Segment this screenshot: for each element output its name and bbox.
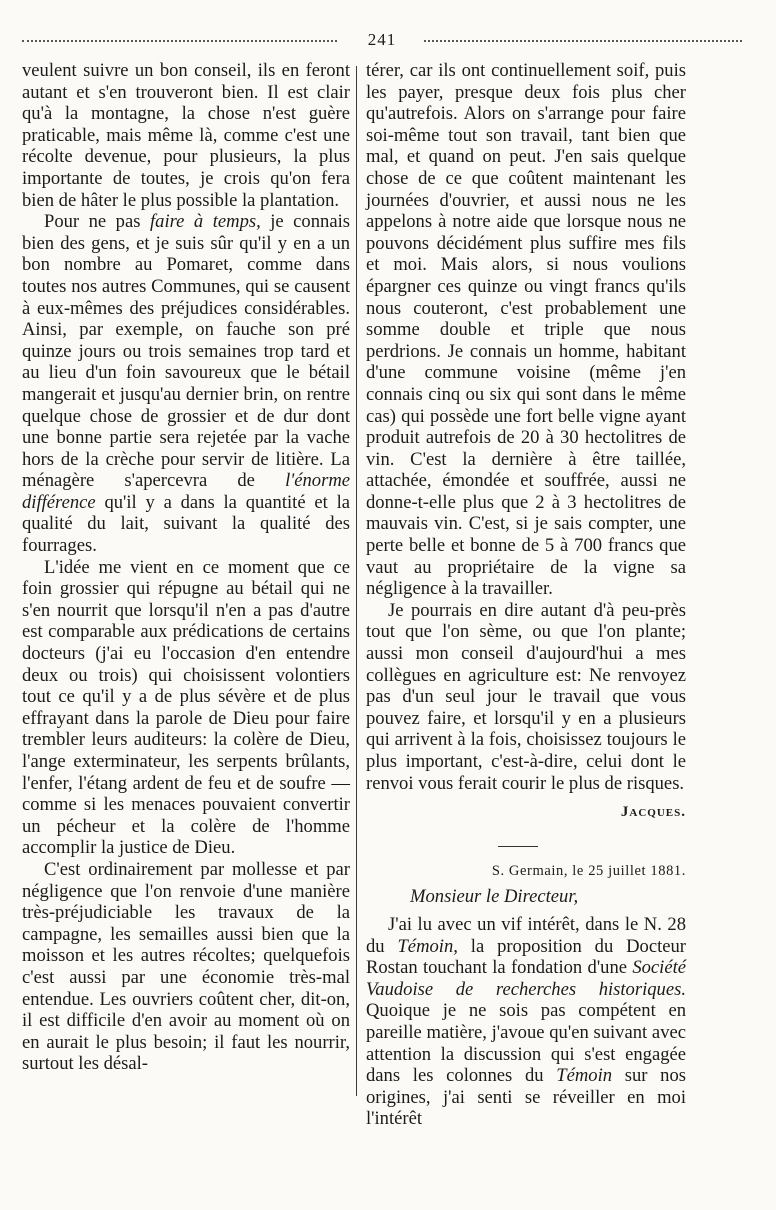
page-header xyxy=(22,30,742,52)
text-run: la proposition du Docteur Rostan touchant la fondation d'une xyxy=(366,935,686,979)
right-column xyxy=(366,60,686,1210)
text-run: Quoique je ne sois pas compétent en pareille matière, j'avoue qu'en suivant avec attention la discussion qui s'est engagée dans les colonnes du xyxy=(366,1000,686,1087)
left-column xyxy=(22,60,350,1210)
signature: Jacques. xyxy=(620,804,686,821)
paragraph: térer, car ils ont continuellement soif, puis les payer, presque deux fois plus cher qu'autrefois. Alors on s'arrange pour faire soi-même tout son travail, tant bien que mal, et quand on peut. J'en sais quelque chose de ce que coûtent maintenant les journées d'ouvrier, et aussi nous ne les appelons à notre aide que lorsque nous ne pouvons décidément plus suffire mes fils et moi. Mais alors, si nous voulions épargner ces quinze ou vingt francs qu'ils nous couteront, c'est probablement une somme double et triple que nous perdrions. Je connais un homme, habitant d'une commune voisine (même j'en connais cinq ou six qui sont dans le même cas) qui possède une fort belle vigne ayant produit autrefois de 20 à 30 hectolitres de vin. C'est la dernière à être taillée, attachée, émondée et souffrée, aussi ne donne-t-elle plus que 2 à 3 hectolitres de mauvais vin. C'est, si je sais compter, une perte belle et bonne de 5 à 700 francs que vaut au propriétaire de la vigne sa négligence à la travailler. xyxy=(366,60,686,600)
paragraph xyxy=(366,914,686,1130)
letter-dateline: S. Germain, le 25 juillet 1881. xyxy=(491,862,686,879)
italic-phrase: Témoin, xyxy=(397,935,458,957)
text-run: je connais bien des gens, et je suis sûr qu'il y en a un bon nombre au Pomaret, comme dans toutes nos autres Communes, qui se causent à eux-mêmes des préjudices considérables. Ainsi, par exemple, on fauche son pré quinze jours ou trois semaines trop tard et au lieu d'un foin savoureux que le bétail mangerait et jusqu'au dernier brin, on rentre quelque chose de grossier et de dur dont une bonne partie sera rejetée par la vache hors de la crèche pour servir de litière. La ménagère s'apercevra de xyxy=(22,211,350,492)
italic-phrase: faire à temps, xyxy=(149,211,261,233)
header-rule-right xyxy=(424,40,742,42)
paragraph: C'est ordinairement par mollesse et par négligence que l'on renvoie d'une manière très-préjudiciable les travaux de la campagne, les semailles aussi bien que la moisson et les autres récoltes; quelquefois c'est aussi par une économie très-mal entendue. Les ouvriers coûtent cher, dit-on, il est difficile d'en avoir au moment où on en aurait le plus besoin; il faut les nourrir, surtout les désal- xyxy=(22,858,350,1075)
paragraph: Je pourrais en dire autant d'à peu-près tout que l'on sème, ou que l'on plante; aussi mon conseil d'aujourd'hui a mes collègues en agriculture est: Ne renvoyez pas d'un seul jour le travail que vous pouvez faire, et lorsqu'il y en a plusieurs qui arrivent à la fois, choisissez toujours le plus important, c'est-à-dire, celui dont le renvoi vous ferait courir le plus de risques. xyxy=(366,599,686,794)
paragraph: L'idée me vient en ce moment que ce foin grossier qui répugne au bétail qui ne s'en nourrit que lorsqu'il n'en a pas d'autre est comparable aux prédications de certains docteurs (j'ai eu l'occasion d'en entendre deux ou trois) qui choisissent volontiers tout ce qu'il y a de plus sévère et de plus effrayant dans la parole de Dieu pour faire trembler leurs auditeurs: la colère de Dieu, l'ange exterminateur, les serpents brûlants, l'enfer, l'étang ardent de feu et de soufre — comme si les menaces pouvaient convertir un pécheur et la colère de l'homme accomplir la justice de Dieu. xyxy=(22,556,350,859)
text-run: J'ai lu avec un vif intérêt, dans le N. 28 du xyxy=(366,913,686,957)
text-run: Pour ne pas xyxy=(44,211,150,233)
page-number: 241 xyxy=(367,30,397,49)
text-run: sur nos origines, j'ai senti se réveiller en moi l'intérêt xyxy=(366,1065,686,1130)
text-run: qu'il y a dans la quantité et la qualité du lait, suivant la qualité des fourrages. xyxy=(22,491,350,557)
italic-phrase: Société Vaudoise de recherches historiques. xyxy=(366,957,686,1000)
paragraph: veulent suivre un bon conseil, ils en feront autant et s'en trouveront bien. Il est clair qu'à la montagne, la chose n'est guère praticable, mais même là, comme c'est une récolte devenue, pour plusieurs, la plus importante de toutes, je crois qu'on fera bien de hâter le plus possible la plantation. xyxy=(22,60,350,211)
italic-phrase: Témoin xyxy=(556,1065,613,1087)
column-divider xyxy=(356,66,357,1096)
italic-phrase: l'énorme différence xyxy=(22,470,350,513)
paragraph xyxy=(22,211,350,557)
letter-salutation: Monsieur le Directeur, xyxy=(410,886,579,908)
separator-rule xyxy=(498,846,538,847)
